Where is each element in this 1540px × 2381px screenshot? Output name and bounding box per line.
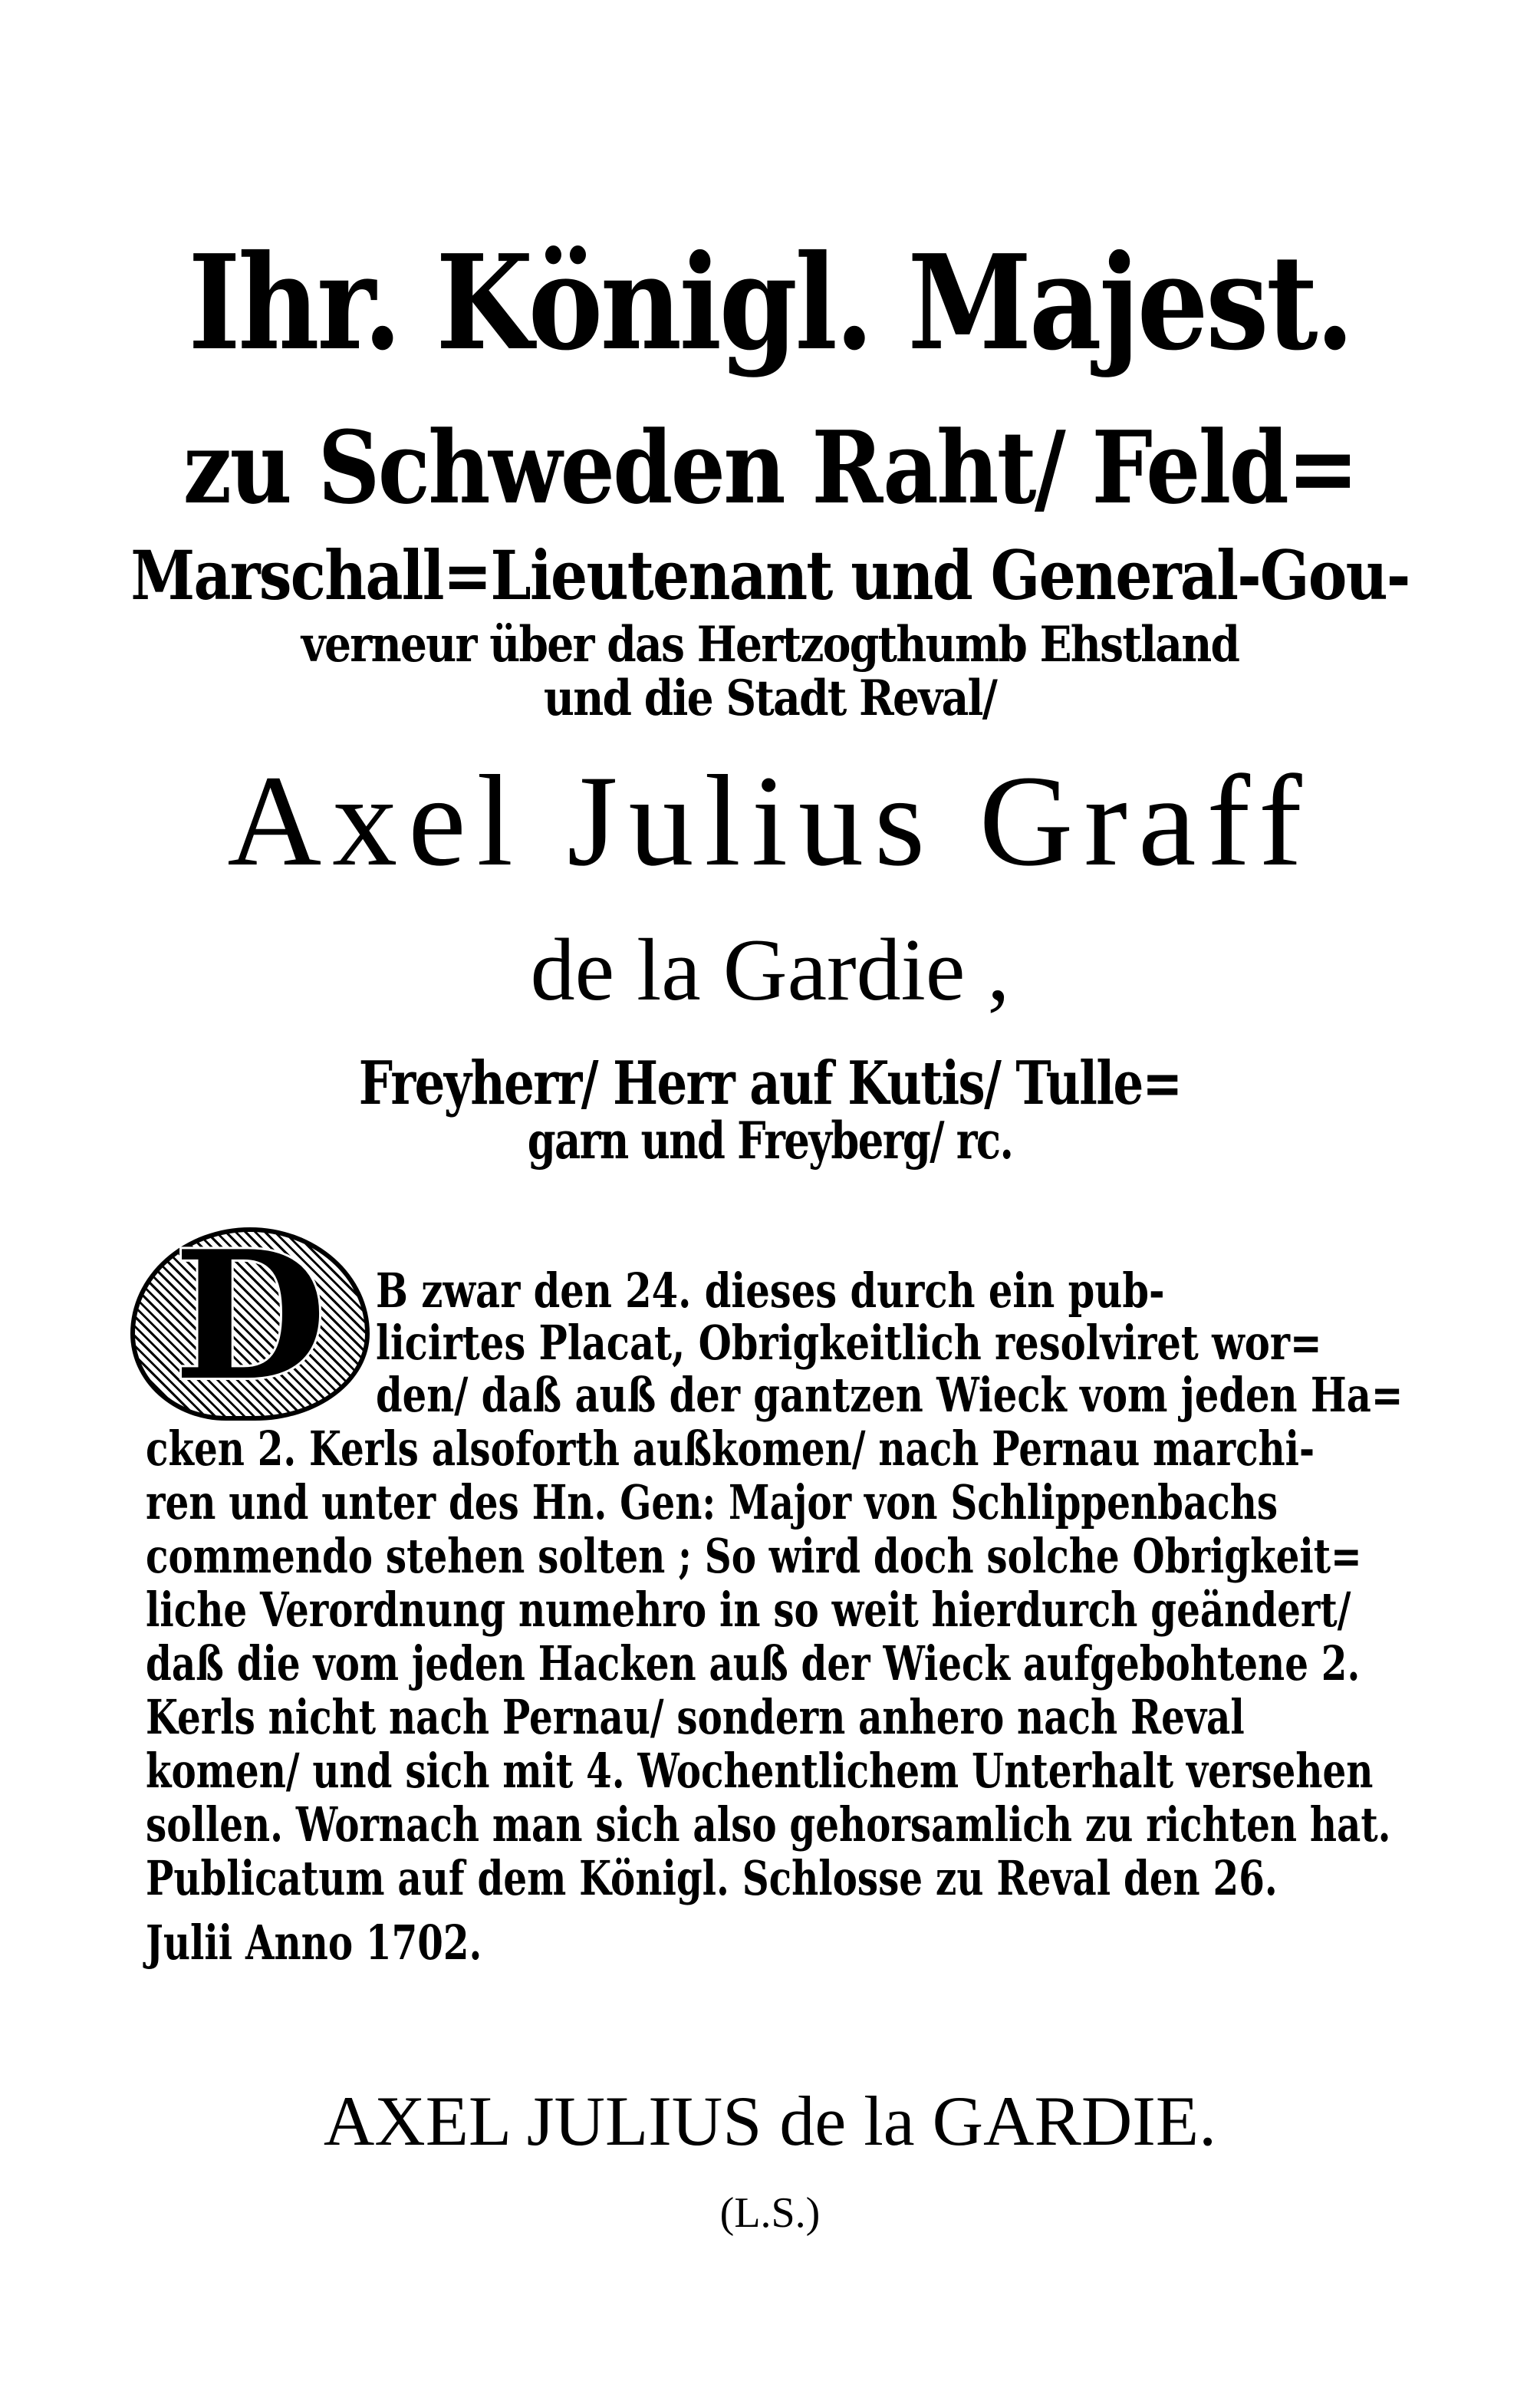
decorated-initial-icon xyxy=(130,1213,370,1421)
titles-line-1: Freyherr/ Herr auf Kutis/ Tulle= xyxy=(358,1049,1182,1118)
signature: AXEL JULIUS de la GARDIE. xyxy=(323,2082,1217,2160)
body-line-13: Julii Anno 1702. xyxy=(146,1915,482,1971)
body-line-8: daß die vom jeden Hacken auß der Wieck aufgebohtene 2. xyxy=(146,1635,1361,1691)
seal-mark: (L.S.) xyxy=(719,2189,821,2237)
body-line-12: Publicatum auf dem Königl. Schlosse zu Reval den 26. xyxy=(146,1850,1278,1906)
titles-line-2: garn und Freyberg/ rc. xyxy=(527,1111,1013,1171)
body-line-4: cken 2. Kerls alsoforth außkomen/ nach Pernau marchi- xyxy=(146,1421,1315,1477)
heading-line-3: Marschall=Lieutenant und General-Gou- xyxy=(130,535,1410,615)
heading-line-4: verneur über das Hertzogthumb Ehstland xyxy=(301,616,1239,673)
heading-line-2: zu Schweden Raht/ Feld= xyxy=(183,409,1357,526)
body-line-2: licirtes Placat, Obrigkeitlich resolviret wor= xyxy=(376,1315,1322,1371)
body-line-7: liche Verordnung numehro in so weit hierdurch geändert/ xyxy=(146,1582,1351,1638)
heading-line-1: Ihr. Königl. Majest. xyxy=(188,226,1352,380)
body-line-3: den/ daß auß der gantzen Wieck vom jeden Ha= xyxy=(376,1367,1403,1423)
drop-cap-letter: D xyxy=(173,1213,327,1420)
body-line-1: B zwar den 24. dieses durch ein pub- xyxy=(376,1263,1165,1319)
name-line-1: Axel Julius Graff xyxy=(227,749,1313,893)
body-line-5: ren und unter des Hn. Gen: Major von Schlippenbachs xyxy=(146,1474,1278,1530)
name-line-2: de la Gardie , xyxy=(530,921,1010,1019)
body-line-6: commendo stehen solten ; So wird doch solche Obrigkeit= xyxy=(146,1528,1362,1584)
body-line-9: Kerls nicht nach Pernau/ sondern anhero nach Reval xyxy=(146,1689,1245,1745)
body-line-11: sollen. Wornach man sich also gehorsamlich zu richten hat. xyxy=(146,1796,1391,1852)
heading-line-5: und die Stadt Reval/ xyxy=(543,670,997,727)
body-line-10: komen/ und sich mit 4. Wochentlichem Unterhalt versehen xyxy=(146,1743,1374,1799)
